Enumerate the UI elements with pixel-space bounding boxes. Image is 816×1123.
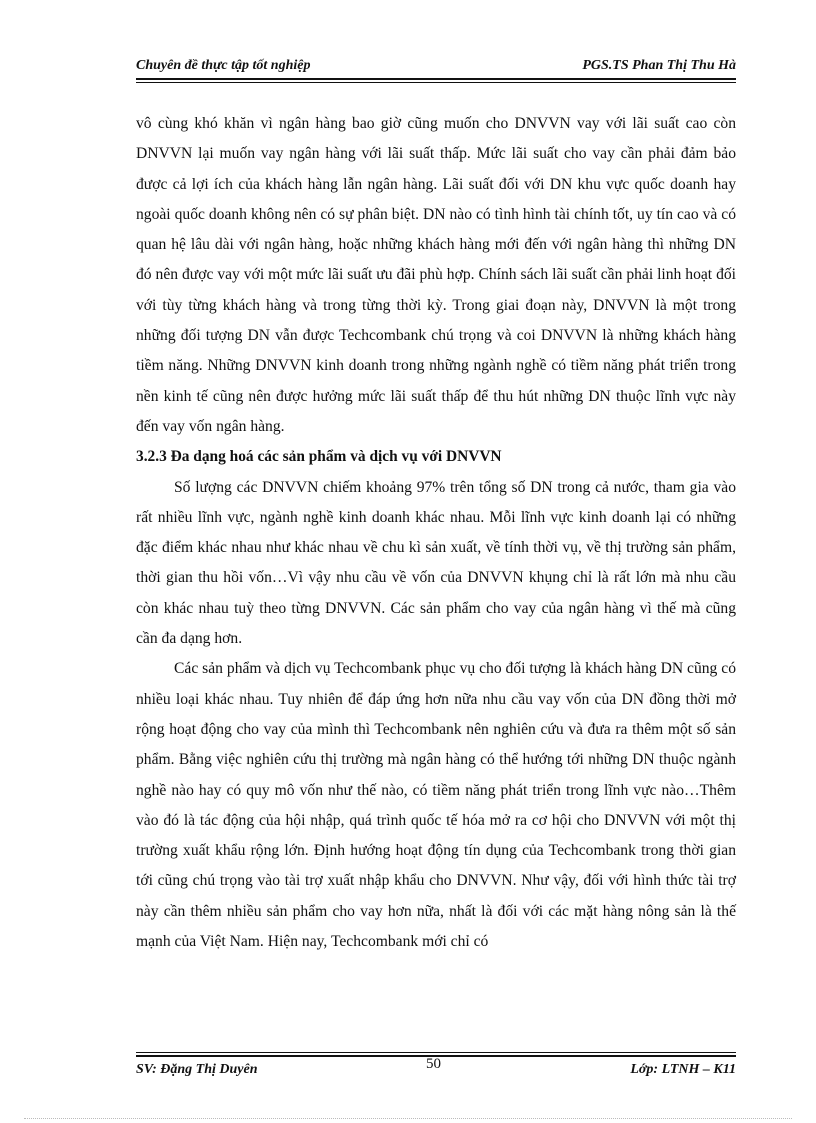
footer-class: Lớp: LTNH – K11 — [630, 1062, 736, 1077]
page-edge-divider — [24, 1118, 792, 1119]
header-divider — [136, 78, 736, 83]
page-header — [136, 58, 736, 80]
footer-student-name: SV: Đặng Thị Duyên — [136, 1062, 258, 1077]
paragraph-products: Các sản phẩm và dịch vụ Techcombank phục vụ cho đối tượng là khách hàng DN cũng có nhiều loại khác nhau. Tuy nhiên để đáp ứng hơn nữa nhu cầu vay vốn của DN đồng thời mở rộng hoạt động cho vay của mình thì Techcombank nên nghiên cứu và đưa ra thêm một số sản phẩm. Bằng việc nghiên cứu thị trường mà ngân hàng có thể hướng tới những DN thuộc ngành nghề nào hay có quy mô vốn như thế nào, có tiềm năng phát triển trong lĩnh vực nào…Thêm vào đó là tác động của hội nhập, quá trình quốc tế hóa mở ra cơ hội cho DNVVN với một thị trường xuất khẩu rộng lớn. Định hướng hoạt động tín dụng của Techcombank trong thời gian tới cũng chú trọng vào tài trợ xuất nhập khẩu cho DNVVN. Như vậy, đối với hình thức tài trợ này cần thêm nhiều sản phẩm cho vay hơn nữa, nhất là đối với các mặt hàng nông sản là thế mạnh của Việt Nam. Hiện nay, Techcombank mới chỉ có — [136, 660, 736, 951]
page-number: 50 — [426, 1056, 441, 1072]
section-heading: 3.2.3 Đa dạng hoá các sản phẩm và dịch vụ với DNVVN — [136, 448, 502, 466]
header-supervisor: PGS.TS Phan Thị Thu Hà — [582, 58, 736, 73]
page-footer — [136, 1058, 736, 1082]
paragraph-sme-share: Số lượng các DNVVN chiếm khoảng 97% trên tổng số DN trong cả nước, tham gia vào rất nhiều lĩnh vực, ngành nghề kinh doanh khác nhau. Mỗi lĩnh vực kinh doanh lại có những đặc điểm khác nhau như khác nhau về chu kì sản xuất, về tính thời vụ, về thị trường sản phẩm, thời gian thu hồi vốn…Vì vậy nhu cầu về vốn của DNVVN khụng chỉ là rất lớn mà nhu cầu còn khác nhau tuỳ theo từng DNVVN. Các sản phẩm cho vay của ngân hàng vì thế mà cũng cần đa dạng hơn. — [136, 478, 736, 648]
paragraph-interest-rate: vô cùng khó khăn vì ngân hàng bao giờ cũng muốn cho DNVVN vay với lãi suất cao còn DNVVN lại muốn vay ngân hàng với lãi suất thấp. Mức lãi suất cho vay cần phải đảm bảo được cả lợi ích của khách hàng lẫn ngân hàng. Lãi suất đối với DN khu vực quốc doanh hay ngoài quốc doanh không nên có sự phân biệt. DN nào có tình hình tài chính tốt, uy tín cao và có quan hệ lâu dài với ngân hàng, hoặc những khách hàng mới đến với ngân hàng thì những DN đó nên được vay với một mức lãi suất ưu đãi phù hợp. Chính sách lãi suất cần phải linh hoạt đối với tùy từng khách hàng và trong từng thời kỳ. Trong giai đoạn này, DNVVN là một trong những đối tượng DN vẫn được Techcombank chú trọng và coi DNVVN là những khách hàng tiềm năng. Những DNVVN kinh doanh trong những ngành nghề có tiềm năng phát triển trong nền kinh tế cũng nên được hưởng mức lãi suất thấp để thu hút những DN thuộc lĩnh vực này đến vay vốn ngân hàng. — [136, 115, 736, 435]
document-body — [136, 109, 736, 957]
header-document-title: Chuyên đề thực tập tốt nghiệp — [136, 58, 311, 73]
